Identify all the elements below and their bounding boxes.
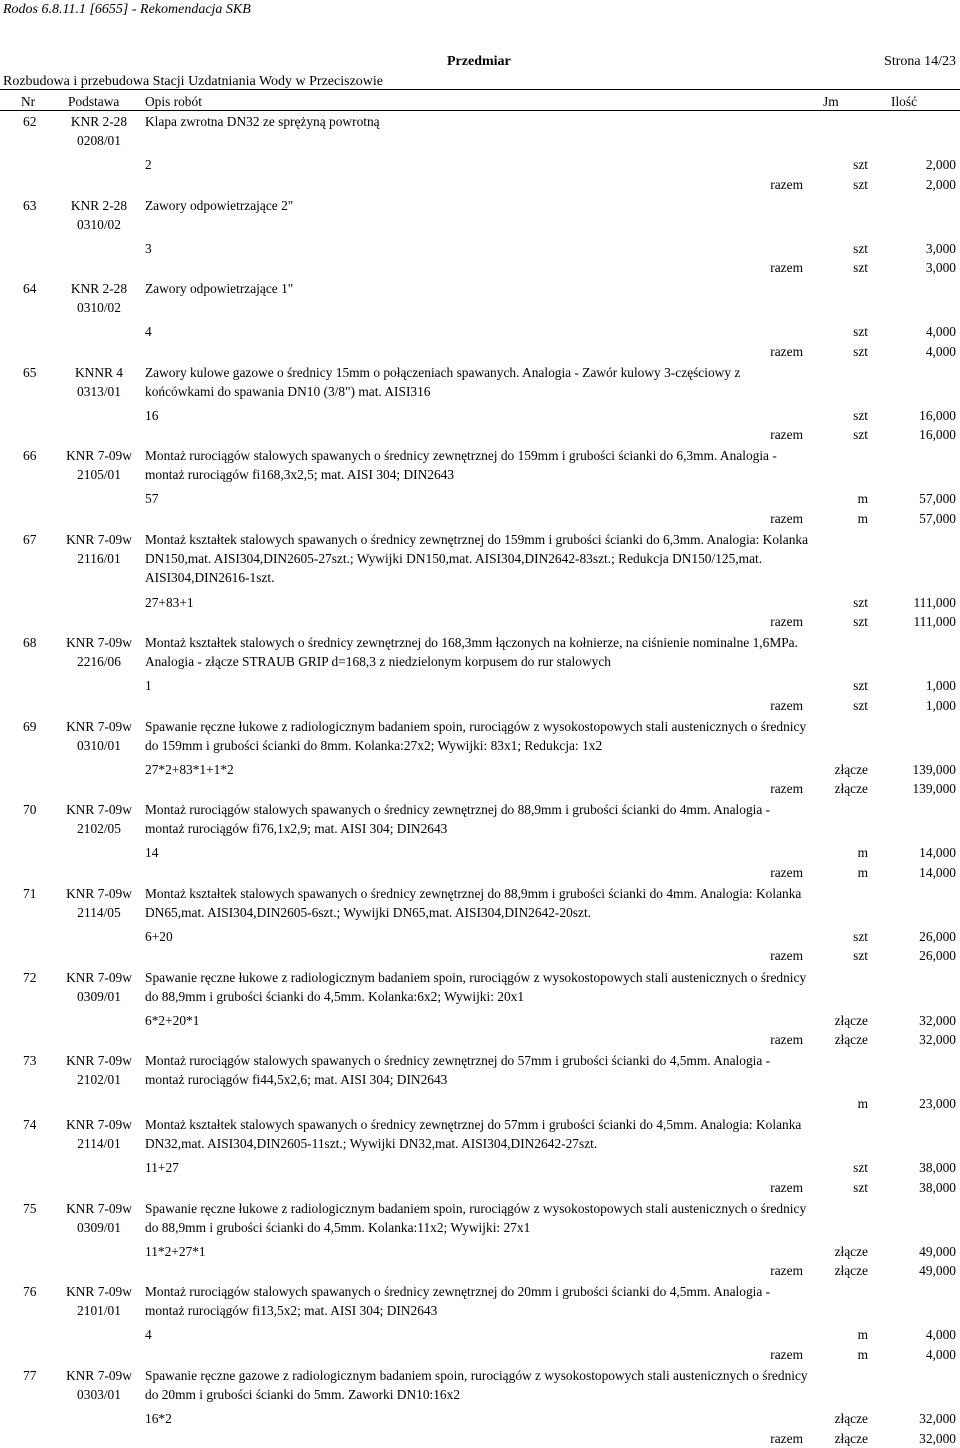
unit-of-measure: szt — [853, 157, 868, 172]
item-number: 74 — [23, 1117, 37, 1133]
basis-code — [60, 1199, 138, 1237]
quantity-formula: 6+20 — [145, 928, 173, 944]
total-unit: m — [857, 1346, 868, 1362]
item-number: 69 — [23, 718, 37, 734]
total-value: 32,000 — [919, 1430, 956, 1446]
total-label: razem — [770, 781, 803, 797]
document-title: Przedmiar — [447, 54, 511, 69]
total-value: 16,000 — [919, 427, 956, 443]
total-label: razem — [770, 427, 803, 443]
quantity-formula: 16*2 — [145, 1411, 172, 1426]
quantity-line — [0, 1325, 960, 1344]
basis-code — [60, 1115, 138, 1153]
basis-table: 2114/05 — [77, 904, 121, 920]
basis-table: 0313/01 — [77, 383, 121, 399]
basis-table: 2102/05 — [77, 821, 121, 837]
work-description: Spawanie ręczne gazowe z radiologicznym badaniem spoin, rurociągów z wysokostopowych stali austenicznych o średnicy do 20mm i grubości ścianki do 5mm. Zaworki DN10:16x2 — [145, 1368, 808, 1402]
basis-catalog: KNR 2-28 — [70, 114, 128, 129]
basis-code — [60, 530, 138, 568]
total-unit: szt — [853, 1179, 868, 1195]
quantity-value: 14,000 — [919, 845, 956, 861]
unit-of-measure: złącze — [834, 761, 868, 777]
quantity-line — [0, 1158, 960, 1177]
total-value: 4,000 — [925, 1346, 956, 1362]
quantity-line — [0, 155, 960, 174]
quantity-formula: 11+27 — [145, 1160, 179, 1176]
total-label: razem — [770, 510, 803, 526]
work-description: Montaż kształtek stalowych spawanych o średnicy zewnętrznej do 57mm i grubości ścianki do 4,5mm. Analogia: Kolanka DN32,mat. AISI304,DIN2605-11szt.; Wywijki DN32,mat. AISI304,DIN2642-27szt. — [145, 1117, 802, 1152]
quantity-formula: 4 — [145, 324, 152, 340]
work-description: Zawory odpowietrzające 2" — [145, 197, 294, 213]
basis-catalog: KNR 7-09w — [66, 448, 132, 464]
estimate-table — [0, 112, 960, 1446]
work-description: Montaż kształtek stalowych spawanych o średnicy zewnętrznej do 88,9mm i grubości ścianki do 4mm. Analogia: Kolanka DN65,mat. AISI304,DIN2605-6szt.; Wywijki DN65,mat. AISI304,DIN2642-20szt. — [145, 885, 802, 920]
total-unit: złącze — [834, 1263, 868, 1279]
work-description: Montaż kształtek stalowych o średnicy zewnętrznej do 168,3mm łączonych na kołnierze, na ciśnienie nominalne 1,6MPa. Analogia - złącze STRAUB GRIP d=168,3 z niedzielonym korpusem do rur stalowych — [145, 635, 798, 670]
quantity-line — [0, 843, 960, 862]
quantity-formula: 2 — [145, 157, 152, 172]
total-label: razem — [770, 614, 803, 629]
total-unit: szt — [853, 697, 868, 713]
quantity-formula: 6*2+20*1 — [145, 1012, 200, 1028]
quantity-line — [0, 1094, 960, 1113]
basis-catalog: KNR 7-09w — [66, 1284, 132, 1300]
total-label: razem — [770, 260, 803, 276]
quantity-value: 3,000 — [925, 240, 956, 256]
total-line — [0, 1345, 960, 1364]
quantity-line — [0, 489, 960, 508]
basis-code — [60, 968, 138, 1006]
quantity-line — [0, 1011, 960, 1030]
basis-table: 0208/01 — [77, 133, 121, 148]
basis-code — [60, 1282, 138, 1320]
total-value: 2,000 — [925, 176, 956, 192]
quantity-formula: 3 — [145, 240, 152, 256]
basis-table: 2116/01 — [77, 551, 121, 566]
total-unit: szt — [853, 948, 868, 964]
basis-code — [60, 1051, 138, 1089]
basis-table: 0309/01 — [77, 988, 121, 1004]
basis-code — [60, 279, 138, 317]
quantity-formula: 27*2+83*1+1*2 — [145, 761, 234, 777]
basis-code — [60, 112, 138, 150]
basis-catalog: KNR 7-09w — [66, 1200, 132, 1216]
basis-code — [60, 800, 138, 838]
total-label: razem — [770, 1263, 803, 1279]
quantity-value: 49,000 — [919, 1243, 956, 1259]
item-number: 73 — [23, 1053, 37, 1069]
quantity-value: 26,000 — [919, 928, 956, 944]
total-value: 26,000 — [919, 948, 956, 964]
total-label: razem — [770, 1430, 803, 1446]
quantity-line — [0, 760, 960, 779]
quantity-value: 111,000 — [913, 594, 956, 610]
quantity-formula: 1 — [145, 678, 152, 694]
quantity-line — [0, 1409, 960, 1428]
basis-table: 0310/02 — [77, 300, 121, 316]
total-unit: szt — [853, 427, 868, 443]
total-line — [0, 342, 960, 361]
item-number: 72 — [23, 969, 37, 985]
basis-catalog: KNR 7-09w — [66, 885, 132, 901]
basis-table: 2216/06 — [77, 654, 121, 670]
table-header — [0, 89, 960, 111]
quantity-formula: 14 — [145, 845, 159, 861]
quantity-formula: 57 — [145, 491, 159, 507]
total-line — [0, 946, 960, 965]
unit-of-measure: złącze — [834, 1411, 868, 1426]
quantity-value: 32,000 — [919, 1411, 956, 1426]
basis-table: 0310/01 — [77, 737, 121, 753]
basis-catalog: KNR 7-09w — [66, 1117, 132, 1133]
unit-of-measure: m — [857, 491, 868, 507]
quantity-line — [0, 927, 960, 946]
app-title: Rodos 6.8.11.1 [6655] - Rekomendacja SKB — [3, 2, 251, 17]
item-number: 66 — [23, 448, 37, 464]
work-description: Montaż rurociągów stalowych spawanych o średnicy zewnętrznej do 159mm i grubości ścianki do 6,3mm. Analogia - montaż rurociągów fi168,3x2,5; mat. AISI 304; DIN2643 — [145, 448, 777, 483]
total-line — [0, 1261, 960, 1280]
item-number: 65 — [23, 364, 37, 380]
header-nr: Nr — [21, 94, 36, 109]
total-line — [0, 1178, 960, 1197]
quantity-value: 16,000 — [919, 407, 956, 423]
work-description: Spawanie ręczne łukowe z radiologicznym badaniem spoin, rurociągów z wysokostopowych stali austenicznych o średnicy do 159mm i grubości ścianki do 8mm. Kolanka:27x2; Wywijki: 83x1; Redukcja: 1x2 — [145, 718, 807, 753]
quantity-formula: 16 — [145, 407, 159, 423]
basis-code — [60, 446, 138, 484]
project-name: Rozbudowa i przebudowa Stacji Uzdatniania Wody w Przeciszowie — [3, 74, 384, 89]
total-value: 32,000 — [919, 1032, 956, 1047]
item-number: 67 — [23, 532, 37, 547]
basis-table: 2114/01 — [77, 1136, 121, 1152]
basis-table: 2105/01 — [77, 467, 121, 483]
quantity-line — [0, 676, 960, 695]
quantity-formula: 4 — [145, 1327, 152, 1343]
quantity-line — [0, 593, 960, 612]
basis-catalog: KNR 2-28 — [70, 197, 128, 213]
total-line — [0, 779, 960, 798]
basis-table: 2102/01 — [77, 1072, 121, 1088]
quantity-value: 23,000 — [919, 1096, 956, 1112]
item-number: 63 — [23, 197, 37, 213]
total-value: 14,000 — [919, 864, 956, 880]
unit-of-measure: szt — [853, 678, 868, 694]
work-description: Klapa zwrotna DN32 ze sprężyną powrotną — [145, 114, 380, 129]
header-basis: Podstawa — [68, 94, 120, 109]
unit-of-measure: m — [857, 1327, 868, 1343]
unit-of-measure: szt — [853, 324, 868, 340]
quantity-value: 38,000 — [919, 1160, 956, 1176]
basis-table: 0309/01 — [77, 1219, 121, 1235]
quantity-line — [0, 322, 960, 341]
total-line — [0, 612, 960, 631]
basis-code — [60, 717, 138, 755]
quantity-value: 139,000 — [912, 761, 956, 777]
total-line — [0, 258, 960, 277]
basis-table: 0310/02 — [77, 216, 121, 232]
quantity-value: 4,000 — [925, 324, 956, 340]
unit-of-measure: szt — [853, 407, 868, 423]
total-value: 1,000 — [925, 697, 956, 713]
item-number: 76 — [23, 1284, 37, 1300]
basis-code — [60, 884, 138, 922]
work-description: Spawanie ręczne łukowe z radiologicznym badaniem spoin, rurociągów z wysokostopowych stali austenicznych o średnicy do 88,9mm i grubości ścianki do 4,5mm. Kolanka:11x2; Wywijki: 27x1 — [145, 1200, 807, 1235]
quantity-value: 1,000 — [925, 678, 956, 694]
basis-table: 2101/01 — [77, 1303, 121, 1319]
basis-catalog: KNR 7-09w — [66, 802, 132, 818]
basis-catalog: KNR 7-09w — [66, 969, 132, 985]
unit-of-measure: złącze — [834, 1012, 868, 1028]
total-line — [0, 1429, 960, 1448]
quantity-formula: 11*2+27*1 — [145, 1243, 206, 1259]
total-unit: szt — [853, 260, 868, 276]
quantity-value: 32,000 — [919, 1012, 956, 1028]
quantity-line — [0, 406, 960, 425]
quantity-line — [0, 239, 960, 258]
work-description: Zawory odpowietrzające 1" — [145, 281, 294, 297]
item-number: 71 — [23, 885, 37, 901]
item-number: 64 — [23, 281, 37, 297]
item-number: 68 — [23, 635, 37, 651]
total-value: 139,000 — [912, 781, 956, 797]
work-description: Montaż rurociągów stalowych spawanych o średnicy zewnętrznej do 57mm i grubości ścianki do 4,5mm. Analogia - montaż rurociągów fi44,5x2,6; mat. AISI 304; DIN2643 — [145, 1053, 771, 1088]
basis-code — [60, 633, 138, 671]
basis-code — [60, 1366, 138, 1404]
unit-of-measure: m — [857, 1096, 868, 1112]
work-description: Montaż rurociągów stalowych spawanych o średnicy zewnętrznej do 88,9mm i grubości ścianki do 4mm. Analogia - montaż rurociągów fi76,1x2,9; mat. AISI 304; DIN2643 — [145, 802, 771, 837]
work-description: Zawory kulowe gazowe o średnicy 15mm o połączeniach spawanych. Analogia - Zawór kulowy 3-częściowy z końcówkami do spawania DN10 (3/8") mat. AISI316 — [145, 364, 741, 399]
basis-table: 0303/01 — [77, 1387, 121, 1402]
total-value: 57,000 — [919, 510, 956, 526]
basis-catalog: KNR 7-09w — [66, 1053, 132, 1069]
total-label: razem — [770, 697, 803, 713]
total-value: 38,000 — [919, 1179, 956, 1195]
quantity-value: 57,000 — [919, 491, 956, 507]
item-number: 70 — [23, 802, 37, 818]
total-label: razem — [770, 1032, 803, 1047]
total-unit: złącze — [834, 781, 868, 797]
total-value: 111,000 — [913, 614, 956, 629]
total-line — [0, 509, 960, 528]
basis-catalog: KNR 7-09w — [66, 1368, 132, 1383]
quantity-value: 2,000 — [925, 157, 956, 172]
unit-of-measure: szt — [853, 928, 868, 944]
total-label: razem — [770, 1346, 803, 1362]
total-unit: złącze — [834, 1032, 868, 1047]
header-quantity: Ilość — [891, 94, 918, 109]
item-number: 77 — [23, 1368, 37, 1383]
work-description: Spawanie ręczne łukowe z radiologicznym badaniem spoin, rurociągów z wysokostopowych stali austenicznych o średnicy do 88,9mm i grubości ścianki do 4,5mm. Kolanka:6x2; Wywijki: 20x1 — [145, 969, 807, 1004]
basis-catalog: KNNR 4 — [75, 364, 123, 380]
basis-catalog: KNR 7-09w — [66, 532, 132, 547]
header-unit: Jm — [823, 94, 839, 109]
basis-catalog: KNR 7-09w — [66, 635, 132, 651]
total-line — [0, 175, 960, 194]
basis-catalog: KNR 7-09w — [66, 718, 132, 734]
total-label: razem — [770, 176, 803, 192]
quantity-formula: 27+83+1 — [145, 594, 194, 610]
total-value: 3,000 — [925, 260, 956, 276]
basis-catalog: KNR 2-28 — [70, 281, 128, 297]
total-label: razem — [770, 343, 803, 359]
work-description: Montaż rurociągów stalowych spawanych o średnicy zewnętrznej do 20mm i grubości ścianki do 4,5mm. Analogia - montaż rurociągów fi13,5x2; mat. AISI 304; DIN2643 — [145, 1284, 771, 1319]
page-number: Strona 14/23 — [884, 54, 956, 69]
quantity-line — [0, 1242, 960, 1261]
total-unit: szt — [853, 614, 868, 629]
header-description: Opis robót — [145, 94, 202, 109]
total-unit: złącze — [834, 1430, 868, 1446]
quantity-value: 4,000 — [925, 1327, 956, 1343]
total-unit: szt — [853, 176, 868, 192]
work-description: Montaż kształtek stalowych spawanych o średnicy zewnętrznej do 159mm i grubości ścianki do 6,3mm. Analogia: Kolanka DN150,mat. AISI304,DIN2605-27szt.; Wywijki DN150,mat. AISI304,DIN2642-83szt.; Redukcja DN150/125,mat. AISI304,DIN2616-1szt. — [145, 532, 809, 585]
total-line — [0, 696, 960, 715]
total-value: 49,000 — [919, 1263, 956, 1279]
unit-of-measure: szt — [853, 594, 868, 610]
total-unit: szt — [853, 343, 868, 359]
total-line — [0, 863, 960, 882]
total-line — [0, 425, 960, 444]
item-number: 62 — [23, 114, 37, 129]
total-label: razem — [770, 1179, 803, 1195]
item-number: 75 — [23, 1200, 37, 1216]
basis-code — [60, 363, 138, 401]
unit-of-measure: złącze — [834, 1243, 868, 1259]
basis-code — [60, 196, 138, 234]
total-unit: m — [857, 864, 868, 880]
unit-of-measure: m — [857, 845, 868, 861]
total-unit: m — [857, 510, 868, 526]
total-label: razem — [770, 864, 803, 880]
total-value: 4,000 — [925, 343, 956, 359]
total-line — [0, 1030, 960, 1049]
total-label: razem — [770, 948, 803, 964]
unit-of-measure: szt — [853, 1160, 868, 1176]
unit-of-measure: szt — [853, 240, 868, 256]
